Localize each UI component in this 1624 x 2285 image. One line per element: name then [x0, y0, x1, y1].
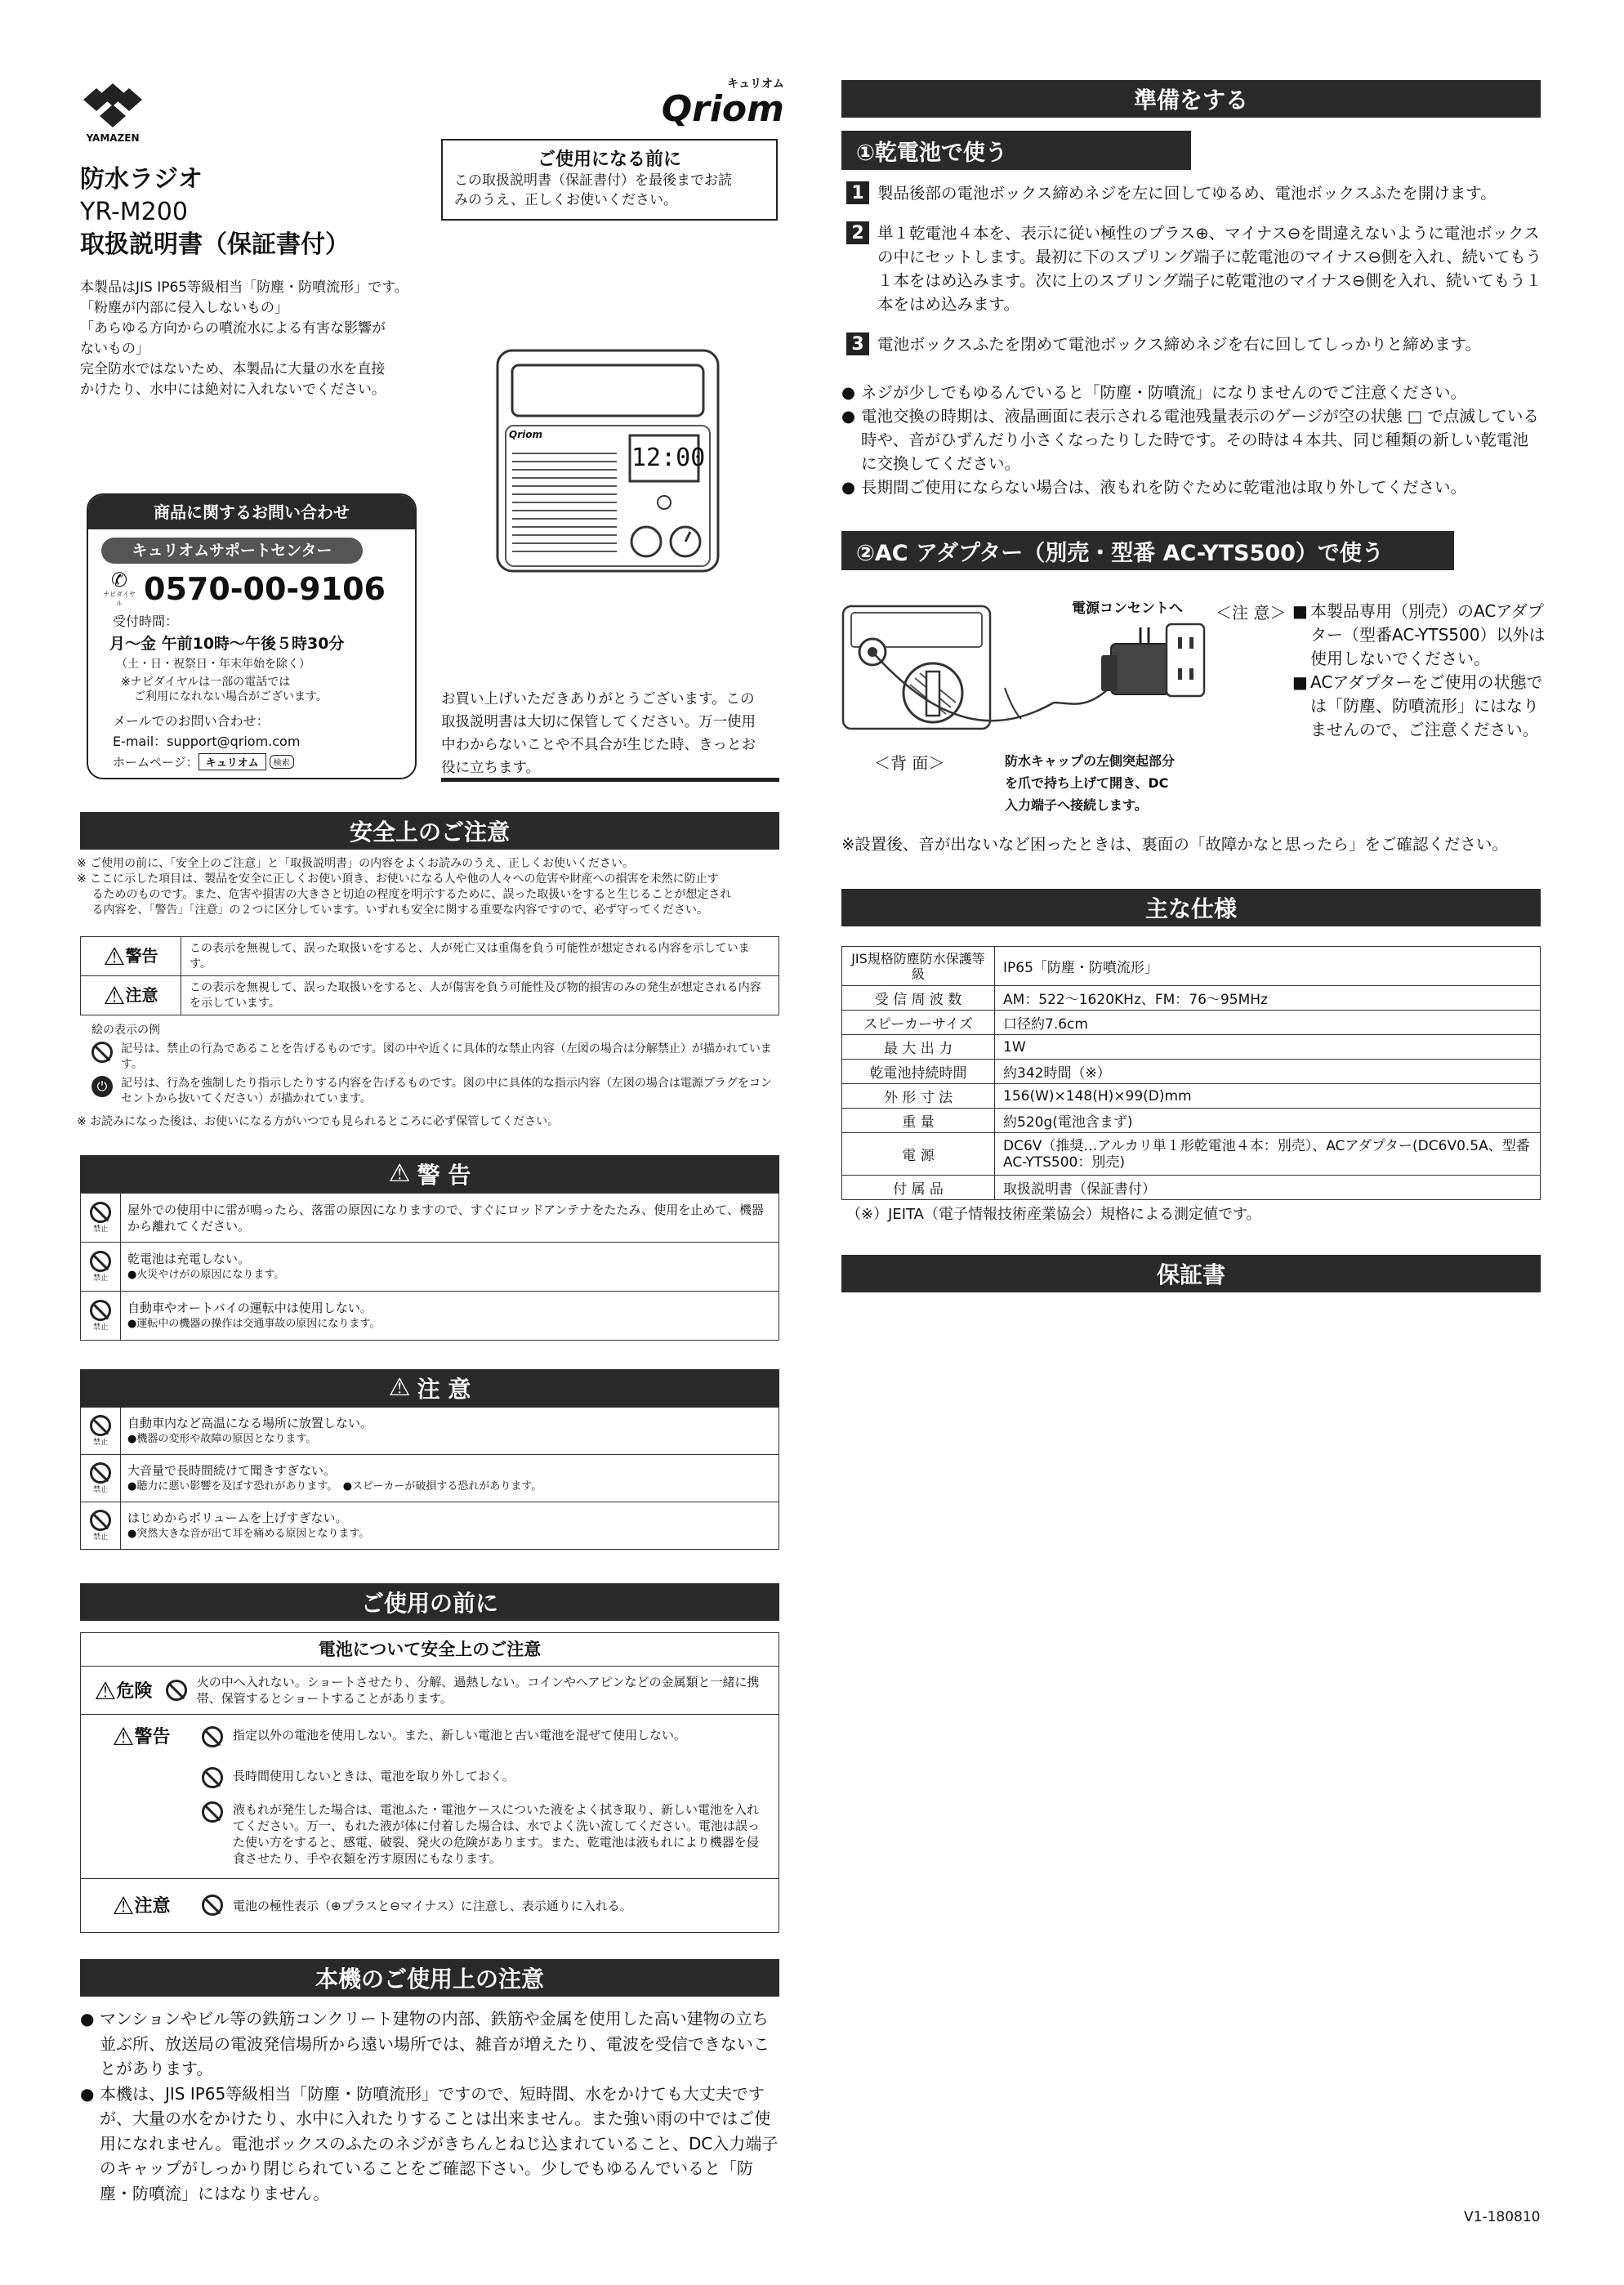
spec-value: 約520g(電池含まず)	[995, 1109, 1541, 1133]
thanks-line: 役に立ちます。	[441, 760, 541, 776]
caution-band: ⚠ 注 意	[80, 1369, 779, 1407]
thanks-line: 中わからないことや不具合が生じた時、きっとお	[441, 737, 756, 753]
safety-note: ※ ここに示した項目は、製品を安全に正しくお使い頂き、お使いになる人や他の人々への危害や財産への損害を未然に防止す	[77, 872, 719, 886]
specs-note: （※）JEITA（電子情報技術産業協会）規格による測定値です。	[846, 1206, 1261, 1223]
usage-notes	[80, 2006, 781, 2206]
step-text: 電池ボックスふたを閉めて電池ボックス締めネジを右に回してしっかりと締めます。	[877, 335, 1482, 354]
battery-caution-label: ⚠注意	[112, 1891, 171, 1921]
legend-caution-text: この表示を無視して、誤った取扱いをすると、人が傷害を負う可能性及び物的損害のみの発生が想定される内容を示しています。	[181, 976, 779, 1015]
usage-note: 本機は、JIS IP65等級相当「防塵・防噴流形」ですので、短時間、水をかけても大丈夫ですが、大量の水をかけたり、水中に入れたりすることは出来ません。また強い雨の中ではご使用になれません。電池ボックスのふたのネジがきちんとねじ込まれていること、DC入力端子のキャップがしっかり閉じられていることをご確認下さい。少しでもゆるんでいると「防塵・防噴流」にはなりません。	[100, 2083, 779, 2203]
battery-caution-text: 電池の極性表示（⊕プラスと⊖マイナス）に注意し、表示通りに入れる。	[233, 1898, 632, 1913]
bullet-icon: ●	[841, 478, 856, 497]
prohibited-icon	[90, 1462, 111, 1484]
intro-line: かけたり、水中には絶対に入れないでください。	[80, 382, 386, 398]
spec-value: 1W	[995, 1035, 1541, 1060]
prohibited-icon	[202, 1726, 223, 1747]
prohibited-icon	[90, 1415, 111, 1436]
danger-triangle-icon: ⚠	[94, 1676, 117, 1706]
spec-key: 受 信 周 波 数	[842, 986, 995, 1011]
spec-key: 電 源	[842, 1133, 995, 1176]
prepare-bullet: 電池交換の時期は、液晶画面に表示される電池残量表示のゲージが空の状態 □ で点滅している時や、音がひずんだり小さくなったりした時です。その時は４本共、同じ種類の新しい乾電池に交換してください。	[861, 407, 1539, 473]
example-label: 絵の表示の例	[91, 1024, 160, 1037]
prepare-band: 準備をする	[841, 80, 1541, 118]
spec-key: 最 大 出 力	[842, 1035, 995, 1060]
ac-note-label: ＜注 意＞	[1216, 603, 1287, 623]
step-number: 2	[846, 221, 869, 244]
phone-row	[101, 570, 415, 608]
intro-line: ないもの」	[80, 341, 149, 357]
warning-table	[80, 1193, 779, 1341]
product-title	[80, 163, 350, 261]
intro-text	[80, 278, 439, 400]
battery-safety-box	[80, 1632, 779, 1933]
version-code: V1-180810	[1464, 2209, 1541, 2225]
dry-battery-band: ①乾電池で使う	[841, 131, 1191, 170]
prepare-bullets	[841, 381, 1544, 499]
legend-caution-label: ⚠注意	[81, 976, 181, 1015]
spec-key: 重 量	[842, 1109, 995, 1133]
warning-triangle-icon: ⚠	[103, 942, 126, 971]
battery-warn-row	[81, 1715, 779, 1879]
thanks-line: 取扱説明書は大切に保管してください。万一使用	[441, 714, 756, 730]
square-bullet-icon: ■	[1292, 672, 1308, 692]
spec-value: 取扱説明書（保証書付）	[995, 1176, 1541, 1200]
symbol-examples	[91, 1023, 783, 1107]
step-number: 3	[846, 332, 869, 355]
ac-adapter-band: ②AC アダプター（別売・型番 AC-YTS500）で使う	[841, 531, 1454, 570]
qriom-logo	[645, 75, 784, 130]
bullet-icon: ●	[841, 383, 856, 402]
spec-key: 外 形 寸 法	[842, 1084, 995, 1109]
warning-item-text: 自動車やオートバイの運転中は使用しない。 ●運転中の機器の操作は交通事故の原因になります。	[121, 1292, 779, 1341]
spec-row	[842, 1084, 1541, 1109]
battery-warn-item: 液もれが発生した場合は、電池ふた・電池ケースについた液をよく拭き取り、新しい電池を入れてください。万一、もれた液が体に付着した場合は、水でよく洗い流してください。電池は誤った使い方をすると、感電、破裂、発火の危険があります。また、乾電池は液もれにより機器を侵食させたり、手や衣類を汚す原因にもなります。	[233, 1802, 761, 1866]
radio-lcd-time: 12:00	[631, 444, 706, 472]
safety-note: ※ ご使用の前に、「安全上のご注意」と「取扱説明書」の内容をよくお読みのうえ、正しくお使いください。	[77, 857, 635, 870]
battery-warn-item: 長時間使用しないときは、電池を取り外しておく。	[233, 1769, 515, 1783]
step-number: 1	[846, 181, 869, 204]
prohibited-icon	[90, 1300, 111, 1321]
prohibited-icon	[90, 1251, 111, 1272]
back-label: ＜背 面＞	[874, 753, 945, 773]
cap-note-line: を爪で持ち上げて開き、DC	[1005, 775, 1169, 791]
spec-key: スピーカーサイズ	[842, 1011, 995, 1035]
prohibit-cell: 禁止	[81, 1502, 121, 1550]
homepage-label: ホームページ：	[113, 755, 199, 770]
before-use-box-title: ご使用になる前に	[537, 150, 681, 170]
safety-notes	[77, 856, 784, 918]
hours-note: （土・日・祝祭日・年末年始を除く）	[116, 658, 310, 671]
usage-notes-band: 本機のご使用上の注意	[80, 1959, 779, 1997]
warning-triangle-icon: ⚠	[112, 1723, 135, 1752]
battery-safety-title: 電池について安全上のご注意	[81, 1633, 779, 1667]
prohibited-icon	[90, 1510, 111, 1531]
prohibited-icon	[202, 1801, 223, 1823]
example-prohibit-text: 記号は、禁止の行為であることを告げるものです。図の中や近くに具体的な禁止内容（左図の場合は分解禁止）が描かれています。	[121, 1042, 772, 1071]
battery-warn-label: ⚠警告	[112, 1723, 171, 1752]
caution-triangle-icon: ⚠	[103, 981, 126, 1011]
caution-item-row	[81, 1502, 779, 1550]
legend-warning-label: ⚠警告	[81, 937, 181, 976]
support-center-pill: キュリオムサポートセンター	[101, 538, 363, 564]
radio-illustration	[494, 347, 721, 574]
prohibit-cell: 禁止	[81, 1243, 121, 1292]
prepare-steps	[846, 178, 1544, 356]
homepage-row	[113, 753, 415, 770]
before-use-box	[441, 139, 778, 221]
yamazen-text: YAMAZEN	[86, 132, 140, 144]
homepage-search-button[interactable]: 検索	[270, 755, 294, 769]
intro-line: 完全防水ではないため、本製品に大量の水を直接	[80, 361, 386, 377]
ac-note: ACアダプターをご使用の状態では「防塵、防噴流形」にはなりませんので、ご注意ください。	[1310, 672, 1543, 739]
thanks-line: お買い上げいただきありがとうございます。この	[441, 691, 755, 707]
specs-band: 主な仕様	[841, 889, 1541, 926]
contact-header: 商品に関するお問い合わせ	[88, 495, 415, 529]
safety-legend-table	[80, 936, 779, 1015]
spec-key: JIS規格防塵防水保護等級	[842, 947, 995, 986]
disassembly-prohibited-icon	[91, 1042, 113, 1063]
homepage-search-box[interactable]: キュリオム	[199, 753, 266, 770]
outlet-label: 電源コンセントへ	[1072, 600, 1183, 617]
intro-line: 「粉塵が内部に侵入しないもの」	[80, 300, 288, 316]
navi-note: ※ナビダイヤルは一部の電話では	[121, 676, 291, 689]
caution-band-triangle-icon: ⚠	[388, 1373, 411, 1402]
caution-table	[80, 1407, 779, 1550]
prohibit-cell: 禁止	[81, 1194, 121, 1243]
battery-caution-row	[81, 1879, 779, 1931]
before-use-band: ご使用の前に	[80, 1583, 779, 1621]
product-title-line1: 防水ラジオ	[80, 165, 203, 194]
qriom-wordmark: Qriom	[661, 88, 784, 130]
spec-row	[842, 1035, 1541, 1060]
safety-band: 安全上のご注意	[80, 812, 779, 850]
danger-text: 火の中へ入れない。ショートさせたり、分解、過熱しない。コインやヘアピンなどの金属類と一緒に携帯、保管するとショートすることがあります。	[196, 1675, 760, 1706]
contact-box	[87, 493, 417, 779]
before-use-box-line: みのうえ、正しくお使いください。	[454, 192, 678, 208]
cap-note-line: 防水キャップの左側突起部分	[1005, 753, 1176, 769]
before-use-box-line: この取扱説明書（保証書付）を最後までお読	[454, 172, 732, 189]
thanks-text	[441, 688, 784, 779]
intro-line: 「あらゆる方向からの噴流水による有害な影響が	[80, 320, 386, 337]
bullet-icon: ●	[80, 2009, 95, 2028]
step	[846, 332, 1544, 356]
spec-value: 約342時間（※）	[995, 1060, 1541, 1084]
ac-adapter-diagram	[841, 596, 1225, 743]
step	[846, 181, 1544, 205]
prohibit-cell: 禁止	[81, 1408, 121, 1455]
navi-dial-icon: ✆ ナビダイヤル	[101, 570, 137, 608]
caution-item-text: はじめからボリュームを上げすぎない。 ●突然大きな音が出て耳を痛める原因となります。	[121, 1502, 779, 1550]
spec-row	[842, 1011, 1541, 1035]
support-phone[interactable]: 0570-00-9106	[144, 571, 386, 607]
product-title-line3: 取扱説明書（保証書付）	[80, 230, 350, 259]
safety-note: る内容を、「警告」「注意」の２つに区分しています。いずれも安全に関する重要な内容ですので、必ず守ってください。	[77, 904, 709, 917]
spec-key: 付 属 品	[842, 1176, 995, 1200]
mail-address[interactable]: E-mail：support@qriom.com	[113, 734, 301, 749]
warning-band-triangle-icon: ⚠	[388, 1159, 411, 1188]
step-text: 製品後部の電池ボックス締めネジを左に回してゆるめ、電池ボックスふたを開けます。	[877, 184, 1497, 203]
spec-value: AM：522～1620KHz、FM：76～95MHz	[995, 986, 1541, 1011]
prohibited-icon	[166, 1680, 187, 1701]
prepare-bullet: ネジが少しでもゆるんでいると「防塵・防噴流」になりませんのでご注意ください。	[861, 383, 1467, 402]
spec-row	[842, 1109, 1541, 1133]
example-instruct-text: 記号は、行為を強制したり指示したりする内容を告げるものです。図の中に具体的な指示内容（左図の場合は電源プラグをコンセントから抜いてください）が描かれています。	[121, 1077, 772, 1105]
warning-item-row	[81, 1243, 779, 1292]
battery-warn-item: 指定以外の電池を使用しない。また、新しい電池と古い電池を混ぜて使用しない。	[233, 1728, 687, 1743]
cap-note	[1005, 750, 1175, 816]
warranty-band: 保証書	[841, 1255, 1541, 1292]
caution-triangle-icon: ⚠	[112, 1891, 135, 1921]
hours-label: 受付時間：	[113, 614, 179, 629]
hours: 月～金 午前10時～午後５時30分	[109, 635, 345, 653]
legend-warning-text: この表示を無視して、誤った取扱いをすると、人が死亡又は重傷を負う可能性が想定される内容を示しています。	[181, 937, 779, 976]
warning-item-text: 乾電池は充電しない。 ●火災やけがの原因になります。	[121, 1243, 779, 1292]
spec-row	[842, 1133, 1541, 1176]
warning-item-text: 屋外での使用中に雷が鳴ったら、落雷の原因になりますので、すぐにロッドアンテナをたたみ、使用を止めて、機器から離れてください。	[121, 1194, 779, 1243]
battery-danger-row	[81, 1667, 779, 1715]
legend-warning-row	[81, 937, 779, 976]
ac-adapter-illustration-icon	[841, 596, 1225, 743]
caution-item-row	[81, 1455, 779, 1502]
mail-label: メールでのお問い合わせ：	[113, 713, 270, 729]
spec-key: 乾電池持続時間	[842, 1060, 995, 1084]
unplug-instruction-icon: ⏻	[91, 1076, 113, 1097]
legend-caution-row	[81, 976, 779, 1015]
thanks-rule	[441, 778, 779, 782]
spec-row	[842, 947, 1541, 986]
radio-logo-text: Qriom	[509, 429, 542, 440]
specs-table	[841, 946, 1541, 1200]
after-setup-note: ※設置後、音が出ないなど困ったときは、裏面の「故障かなと思ったら」をご確認ください。	[841, 835, 1508, 854]
yamazen-logo	[80, 80, 145, 144]
spec-value: DC6V（推奨…アルカリ単１形乾電池４本：別売）、ACアダプター(DC6V0.5A、型番AC-YTS500：別売)	[995, 1133, 1541, 1176]
spec-value: 口径約7.6cm	[995, 1011, 1541, 1035]
prohibit-cell: 禁止	[81, 1455, 121, 1502]
caution-item-text: 自動車内など高温になる場所に放置しない。 ●機器の変形や故障の原因となります。	[121, 1408, 779, 1455]
warning-item-row	[81, 1292, 779, 1341]
prohibited-icon	[202, 1894, 223, 1916]
qriom-kana: キュリオム	[727, 78, 784, 91]
step-text: 単１乾電池４本を、表示に従い極性のプラス⊕、マイナス⊖を間違えないように電池ボックスの中にセットします。最初に下のスプリング端子に乾電池のマイナス⊖側を入れ、続いてもう１本をはめ込みます。次に上のスプリング端子に乾電池のマイナス⊖側を入れ、続いてもう１本をはめ込みます。	[877, 224, 1542, 314]
square-bullet-icon: ■	[1292, 601, 1308, 621]
warning-item-row	[81, 1194, 779, 1243]
ac-note: 本製品専用（別売）のACアダプター（型番AC-YTS500）以外は使用しないでください。	[1310, 601, 1546, 668]
prepare-bullet: 長期間ご使用にならない場合は、液もれを防ぐために乾電池は取り外してください。	[861, 478, 1467, 497]
product-title-line2: YR-M200	[80, 198, 188, 226]
prohibited-icon	[202, 1767, 223, 1788]
spec-value: 156(W)×148(H)×99(D)mm	[995, 1084, 1541, 1109]
spec-row	[842, 1176, 1541, 1200]
bullet-icon: ●	[80, 2083, 95, 2104]
prohibited-icon	[90, 1202, 111, 1223]
bullet-icon: ●	[841, 407, 856, 426]
safety-note: るためのものです。また、危害や損害の大きさと切迫の程度を明示するために、誤った取扱いをすると生じることが想定され	[77, 888, 732, 901]
caution-item-row	[81, 1408, 779, 1455]
navi-dial-label: ナビダイヤル	[103, 591, 136, 607]
danger-label: ⚠危険	[94, 1676, 153, 1706]
intro-line: 本製品はJIS IP65等級相当「防塵・防噴流形」です。	[80, 279, 408, 296]
step	[846, 221, 1544, 316]
caution-item-text: 大音量で長時間続けて聞きすぎない。 ●聴力に悪い影響を及ぼす恐れがあります。 ●スピーカーが破損する恐れがあります。	[121, 1455, 779, 1502]
safety-after-note: ※ お読みになった後は、お使いになる方がいつでも見られるところに必ず保管してください。	[77, 1115, 560, 1128]
prohibit-cell: 禁止	[81, 1292, 121, 1341]
ac-notes	[1292, 600, 1546, 742]
cap-note-line: 入力端子へ接続します。	[1005, 797, 1148, 813]
usage-note: マンションやビル等の鉄筋コンクリート建物の内部、鉄筋や金属を使用した高い建物の立ち並ぶ所、放送局の電波発信場所から遠い場所では、雑音が増えたり、電波を受信できないことがあります。	[100, 2009, 770, 2078]
spec-value: IP65「防塵・防噴流形」	[995, 947, 1541, 986]
yamazen-mark-icon	[80, 80, 145, 129]
warning-band: ⚠ 警 告	[80, 1155, 779, 1193]
navi-note: ご利用になれない場合がございます。	[134, 690, 328, 703]
spec-row	[842, 986, 1541, 1011]
spec-row	[842, 1060, 1541, 1084]
